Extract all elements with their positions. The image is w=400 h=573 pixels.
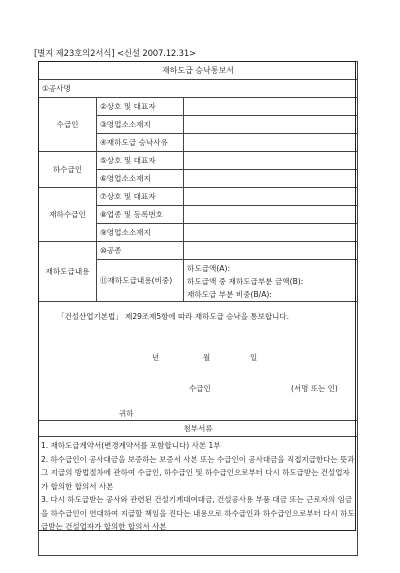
attachment-item: 3. 다시 하도급받는 공사와 관련된 건설기계대여대금, 건설공사용 부품 대금 또는 근로자의 임금을 하수급인이 연대하여 지급할 책임을 진다는 내용으로 하수급인과 하수급인으로부터 다시 하도급받는 건설업자가 합의한 합의서 사본 xyxy=(41,495,355,531)
attachments-title: 첨부서류 xyxy=(39,421,358,437)
resubcontractor-registration-label: ⑧업종 및 등록번호 xyxy=(97,206,184,224)
resub-ratio-line: 재하도급 부분 비중(B/A): xyxy=(187,290,272,299)
form-title: 재하도급 승낙통보서 xyxy=(39,62,358,80)
attachment-item: 1. 재하도급계약서(변경계약서를 포함합니다) 사본 1부 xyxy=(41,441,221,450)
subcontractor-name-label: ⑤상호 및 대표자 xyxy=(97,152,184,170)
contractor-address-label: ③영업소소재지 xyxy=(97,116,184,134)
resub-amount-line: 하도급액 중 재하도급부분 금액(B): xyxy=(187,277,304,286)
work-type-field[interactable] xyxy=(184,242,358,260)
contractor-label: 수급인 xyxy=(39,98,97,152)
form-number-header: [별지 제23호의2서식] <신설 2007.12.31> xyxy=(34,49,196,59)
subcontractor-address-label: ⑥영업소소재지 xyxy=(97,170,184,188)
content-ratio-label: ⑪재하도급내용(비중) xyxy=(97,260,184,302)
resubcontractor-address-field[interactable] xyxy=(184,224,358,242)
subcontract-approval-form xyxy=(38,61,358,556)
contractor-name-label: ②상호 및 대표자 xyxy=(97,98,184,116)
notice-section xyxy=(39,302,358,421)
resubcontractor-label: 재하수급인 xyxy=(39,188,97,242)
contractor-address-field[interactable] xyxy=(184,116,358,134)
subcontract-amount-line: 하도급액(A): xyxy=(187,264,231,273)
resubcontractor-address-label: ⑨영업소소재지 xyxy=(97,224,184,242)
contractor-sign-label: 수급인 xyxy=(189,384,211,393)
notice-text: 「건설산업기본법」 제29조제5항에 따라 재하도급 승낙을 통보합니다. xyxy=(57,312,289,321)
approval-reason-field[interactable] xyxy=(184,134,358,152)
project-name-field[interactable]: ①공사명 xyxy=(39,80,358,98)
approval-reason-label: ④재하도급 승낙사유 xyxy=(97,134,184,152)
amount-field[interactable] xyxy=(184,260,358,302)
addressee: 귀하 xyxy=(119,409,134,418)
attachments-list xyxy=(39,437,358,556)
date-year[interactable]: 년 xyxy=(152,353,160,362)
resubcontractor-name-field[interactable] xyxy=(184,188,358,206)
contractor-name-field[interactable] xyxy=(184,98,358,116)
date-month[interactable]: 월 xyxy=(203,353,211,362)
attachment-item: 2. 하수급인이 공사대금을 보증하는 보증서 사본 또는 수급인이 공사대금을 직접지급한다는 뜻과 그 지급의 방법절차에 관하여 수급인, 하수급인 및 하수급인으로부터 다시 하도급받는 건설업자가 합의한 합의서 사본 xyxy=(41,454,355,491)
subcontractor-address-field[interactable] xyxy=(184,170,358,188)
date-day[interactable]: 일 xyxy=(250,353,258,362)
subcontractor-label: 하수급인 xyxy=(39,152,97,188)
signature-field[interactable]: (서명 또는 인) xyxy=(291,384,338,393)
resubcontractor-name-label: ⑦상호 및 대표자 xyxy=(97,188,184,206)
resubcontractor-registration-field[interactable] xyxy=(184,206,358,224)
subcontractor-name-field[interactable] xyxy=(184,152,358,170)
resub-content-label: 재하도급내용 xyxy=(39,242,97,302)
work-type-label: ⑩공종 xyxy=(97,242,184,260)
